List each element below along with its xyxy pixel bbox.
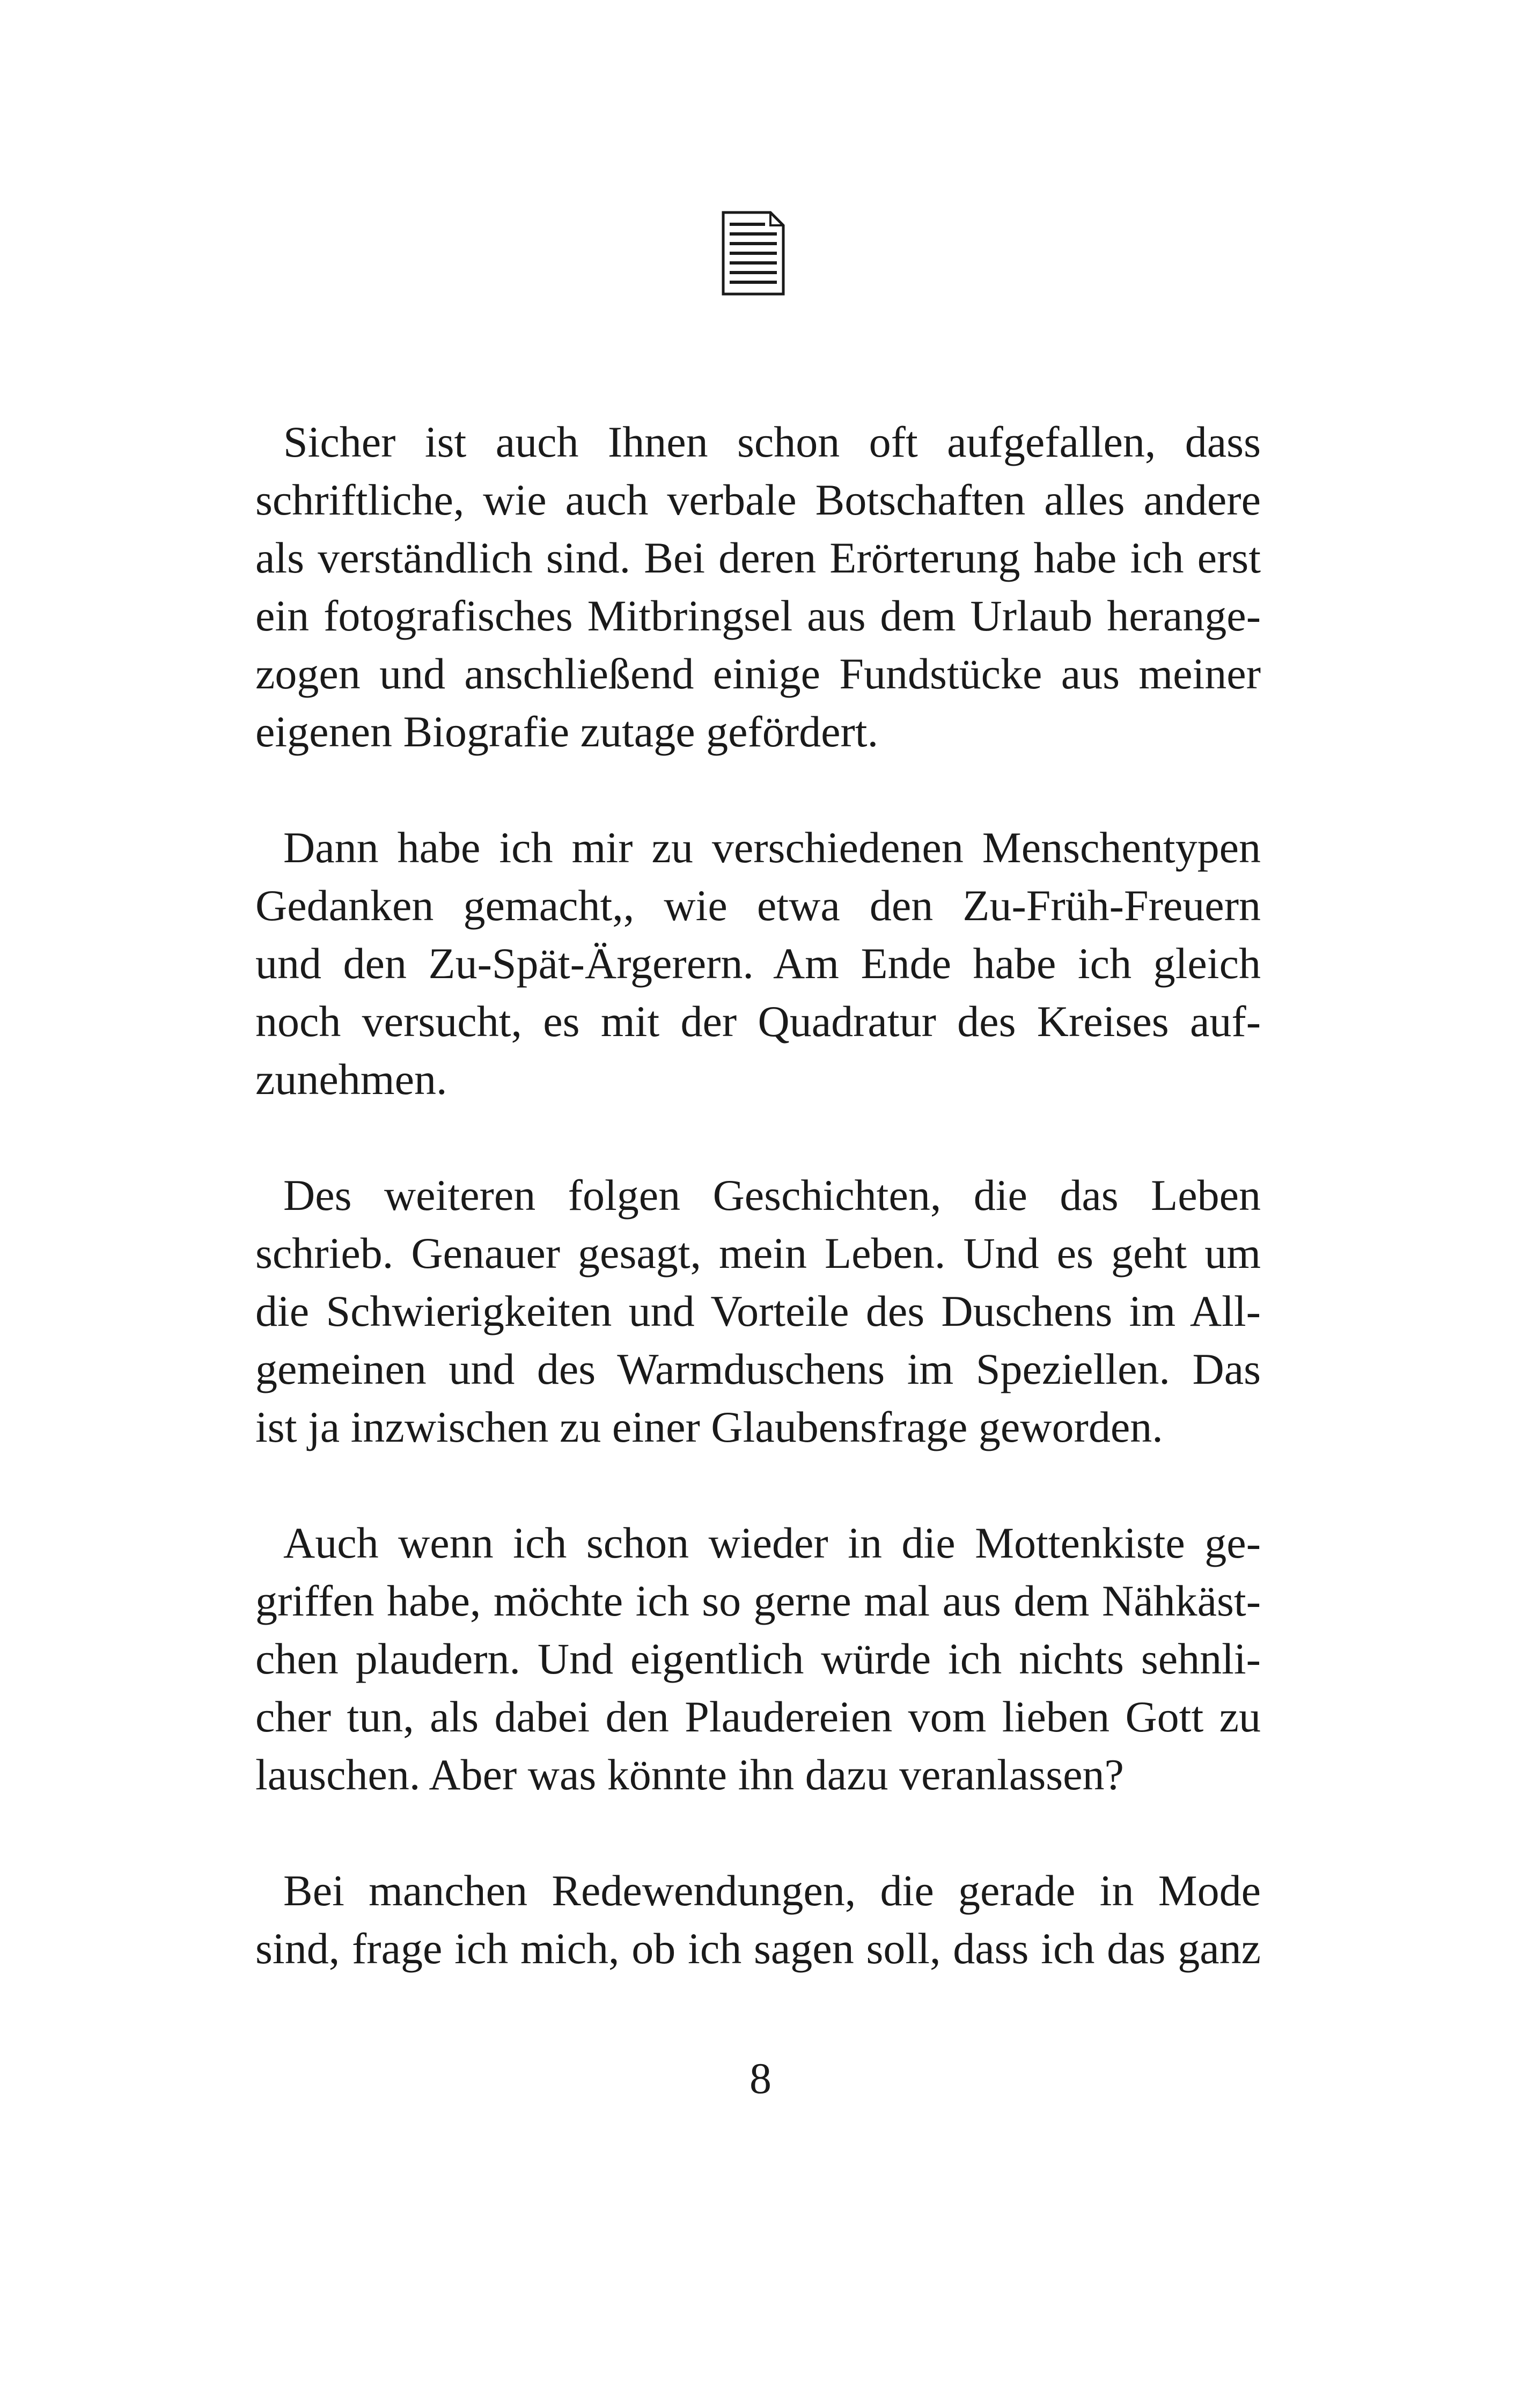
text-line: schriftliche, wie auch verbale Botschaften alles andere	[255, 475, 1261, 524]
body-text	[255, 413, 1261, 2036]
text-line: die Schwierigkeiten und Vorteile des Duschens im All-	[255, 1287, 1261, 1335]
paragraph	[255, 1166, 1261, 1456]
text-line: gemeinen und des Warmduschens im Speziellen. Das	[255, 1345, 1261, 1393]
text-line: Dann habe ich mir zu verschiedenen Menschentypen	[283, 823, 1261, 872]
text-line: und den Zu-Spät-Ärgerern. Am Ende habe ich gleich	[255, 939, 1261, 988]
text-line: Auch wenn ich schon wieder in die Mottenkiste ge-	[283, 1518, 1261, 1567]
text-line: sind, frage ich mich, ob ich sagen soll, dass ich das ganz	[255, 1924, 1261, 1973]
text-line: eigenen Biografie zutage gefördert.	[255, 707, 879, 756]
text-line: Des weiteren folgen Geschichten, die das Leben	[283, 1171, 1261, 1220]
text-line: Bei manchen Redewendungen, die gerade in Mode	[283, 1866, 1261, 1915]
paragraph	[255, 1862, 1261, 1978]
text-line: zogen und anschließend einige Fundstücke aus meiner	[255, 649, 1261, 698]
page-number: 8	[750, 2054, 771, 2103]
text-line: ein fotografisches Mitbringsel aus dem Urlaub herange-	[255, 591, 1261, 640]
paragraph	[255, 819, 1261, 1108]
text-line: cher tun, als dabei den Plaudereien vom lieben Gott zu	[255, 1692, 1261, 1741]
text-line: Gedanken gemacht,, wie etwa den Zu-Früh-Freuern	[255, 881, 1261, 930]
document-icon	[721, 210, 785, 296]
text-line: noch versucht, es mit der Quadratur des Kreises auf-	[255, 997, 1261, 1046]
text-line: als verständlich sind. Bei deren Erörterung habe ich erst	[255, 533, 1261, 582]
text-line: ist ja inzwischen zu einer Glaubensfrage geworden.	[255, 1403, 1163, 1451]
text-line: Sicher ist auch Ihnen schon oft aufgefallen, dass	[283, 417, 1261, 466]
text-line: griffen habe, möchte ich so gerne mal aus dem Nähkäst-	[255, 1576, 1261, 1625]
text-line: chen plaudern. Und eigentlich würde ich nichts sehnli-	[255, 1634, 1261, 1683]
text-line: zunehmen.	[255, 1055, 447, 1104]
paragraph	[255, 1514, 1261, 1804]
paragraph	[255, 413, 1261, 761]
text-line: schrieb. Genauer gesagt, mein Leben. Und es geht um	[255, 1229, 1261, 1278]
text-line: lauschen. Aber was könnte ihn dazu veranlassen?	[255, 1750, 1124, 1799]
